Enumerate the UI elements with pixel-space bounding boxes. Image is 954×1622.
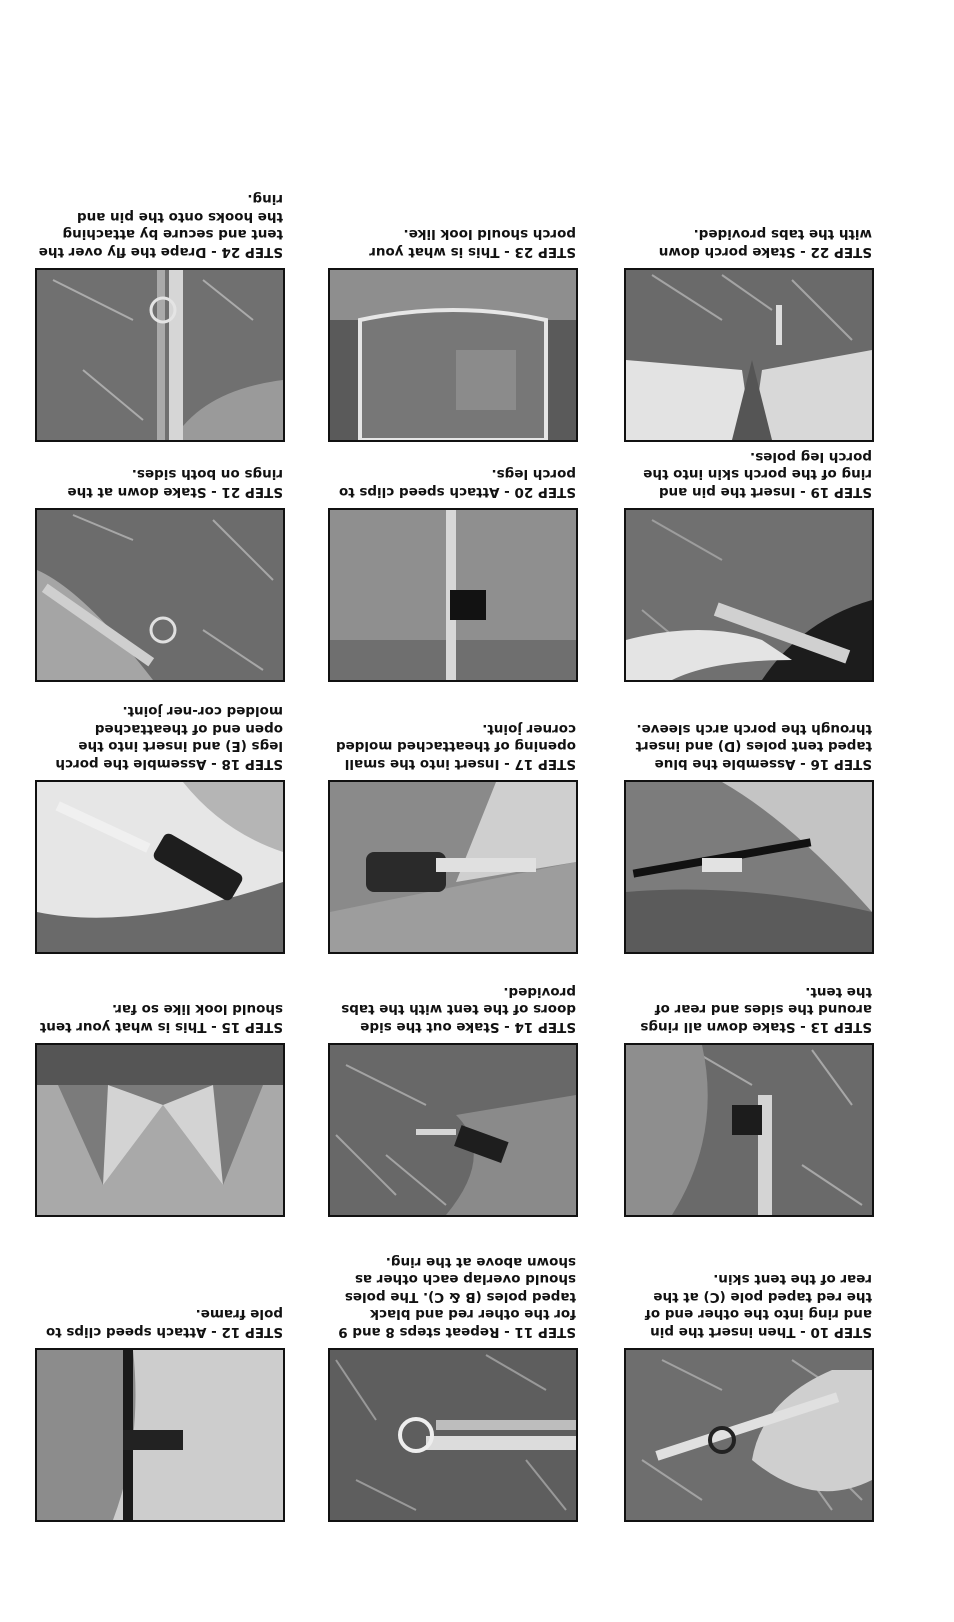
step-17-caption (330, 720, 576, 773)
step-15-text: This is what your tent should look like so far. (39, 1001, 283, 1035)
step-22-text: Stake porch down with the tabs provided. (658, 226, 872, 260)
step-11-photo (328, 1348, 578, 1522)
step-14-caption (330, 983, 576, 1036)
step-12-text: Attach speed clips to pole frame. (45, 1306, 283, 1340)
step-18-photo (35, 780, 285, 954)
step-20-label: STEP 20 - (504, 484, 576, 500)
step-18-text: Assemble the porch legs (E) and insert into the open end of theattached molded cor-ner joint. (55, 703, 283, 772)
step-17-photo (328, 780, 578, 954)
step-21-text: Stake down at the rings on both sides. (67, 466, 283, 500)
step-23-label: STEP 23 - (504, 244, 576, 260)
step-20-text: Attach speed clips to porch legs. (338, 466, 576, 500)
step-16-photo (624, 780, 874, 954)
step-15-label: STEP 15 - (211, 1019, 283, 1035)
step-21-photo (35, 508, 285, 682)
step-14-text: Stake out the side doors of the tent with the tabs provided. (341, 984, 576, 1035)
step-19-text: Insert the pin and ring of the porch skin into the porch leg poles. (643, 449, 872, 500)
step-17-label: STEP 17 - (504, 756, 576, 772)
step-13-photo (624, 1043, 874, 1217)
step-20-caption (330, 465, 576, 500)
step-22-label: STEP 22 - (800, 244, 872, 260)
step-19-photo (624, 508, 874, 682)
step-11-text: Repeat steps 8 and 9 for the other red and black taped poles (B & C). The poles should overlap each other as shown above at the ring. (338, 1254, 576, 1340)
step-20-photo (328, 508, 578, 682)
step-10-label: STEP 10 - (800, 1324, 872, 1340)
step-23-caption (330, 225, 576, 260)
step-23-photo (328, 268, 578, 442)
step-16-caption (626, 720, 872, 773)
step-19-caption (626, 448, 872, 501)
step-11-caption (330, 1253, 576, 1341)
step-13-caption (626, 983, 872, 1036)
step-10-photo (624, 1348, 874, 1522)
step-13-label: STEP 13 - (800, 1019, 872, 1035)
step-12-caption (37, 1305, 283, 1340)
step-24-label: STEP 24 - (211, 244, 283, 260)
step-12-photo (35, 1348, 285, 1522)
step-24-text: Drape the fly over the tent and secure by attaching the hooks onto the pin and ring. (38, 191, 283, 260)
step-13-text: Stake down all rings around the sides and rear of the tent. (640, 984, 872, 1035)
step-19-label: STEP 19 - (800, 484, 872, 500)
step-18-label: STEP 18 - (211, 756, 283, 772)
step-16-text: Assemble the blue taped tent poles (D) and insert through the porch arch sleeve. (635, 721, 872, 772)
step-22-caption (626, 225, 872, 260)
step-14-label: STEP 14 - (504, 1019, 576, 1035)
step-24-photo (35, 268, 285, 442)
step-12-label: STEP 12 - (211, 1324, 283, 1340)
step-10-text: Then insert the pin and ring into the other end of the red taped pole (C) at the rear of the tent skin. (644, 1271, 872, 1340)
step-23-text: This is what your porch should look like. (369, 226, 576, 260)
step-17-text: Insert into the small opening of theattached molded corner joint. (335, 721, 576, 772)
step-18-caption (37, 702, 283, 772)
step-21-caption (37, 465, 283, 500)
step-16-label: STEP 16 - (800, 756, 872, 772)
step-15-caption (37, 1000, 283, 1035)
step-22-photo (624, 268, 874, 442)
step-24-caption (37, 190, 283, 260)
step-21-label: STEP 21 - (211, 484, 283, 500)
step-11-label: STEP 11 - (504, 1324, 576, 1340)
step-15-photo (35, 1043, 285, 1217)
step-14-photo (328, 1043, 578, 1217)
step-10-caption (626, 1270, 872, 1340)
